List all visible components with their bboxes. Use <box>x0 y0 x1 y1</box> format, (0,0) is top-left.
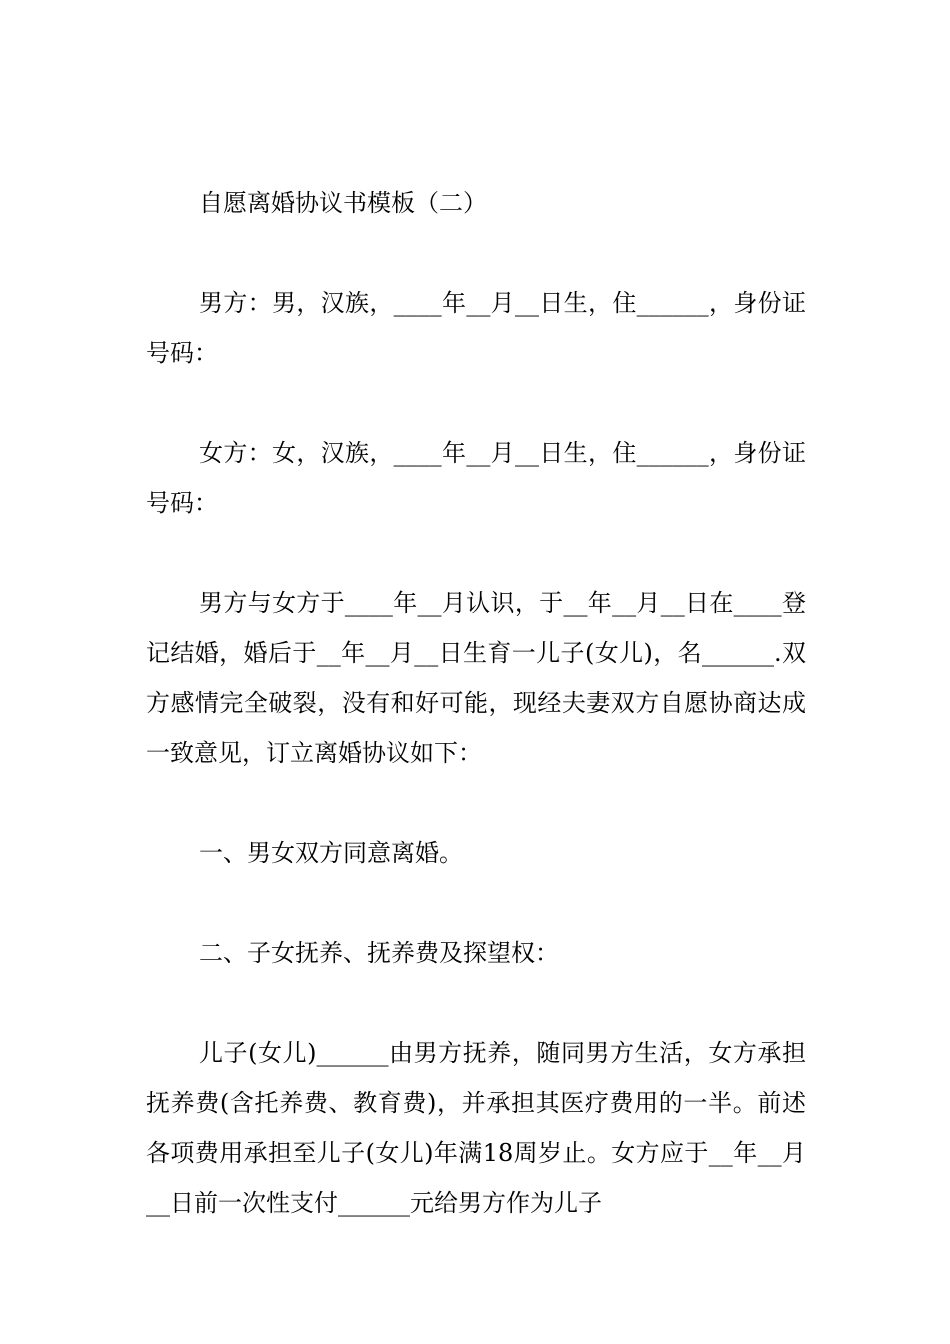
clause-two-body: 儿子(女儿)______由男方抚养，随同男方生活，女方承担抚养费(含托养费、教育费)，并承担其医疗费用的一半。前述各项费用承担至儿子(女儿)年满18周岁止。女方应于__年__月__日前一次性支付______元给男方作为儿子 <box>146 1039 806 1217</box>
paragraph-male-party: 男方：男，汉族，____年__月__日生，住______，身份证号码： <box>146 289 806 367</box>
paragraph-female-party: 女方：女，汉族，____年__月__日生，住______，身份证号码： <box>146 439 806 517</box>
clause-two-heading: 二、子女抚养、抚养费及探望权： <box>199 939 559 967</box>
clause-one: 一、男女双方同意离婚。 <box>199 839 463 867</box>
document-title: 自愿离婚协议书模板（二） <box>199 189 487 217</box>
document-page <box>146 178 806 1228</box>
paragraph-marriage-background: 男方与女方于____年__月认识，于__年__月__日在____登记结婚，婚后于__年__月__日生育一儿子(女儿)，名______.双方感情完全破裂，没有和好可能，现经夫妻双方自愿协商达成一致意见，订立离婚协议如下： <box>146 589 806 767</box>
